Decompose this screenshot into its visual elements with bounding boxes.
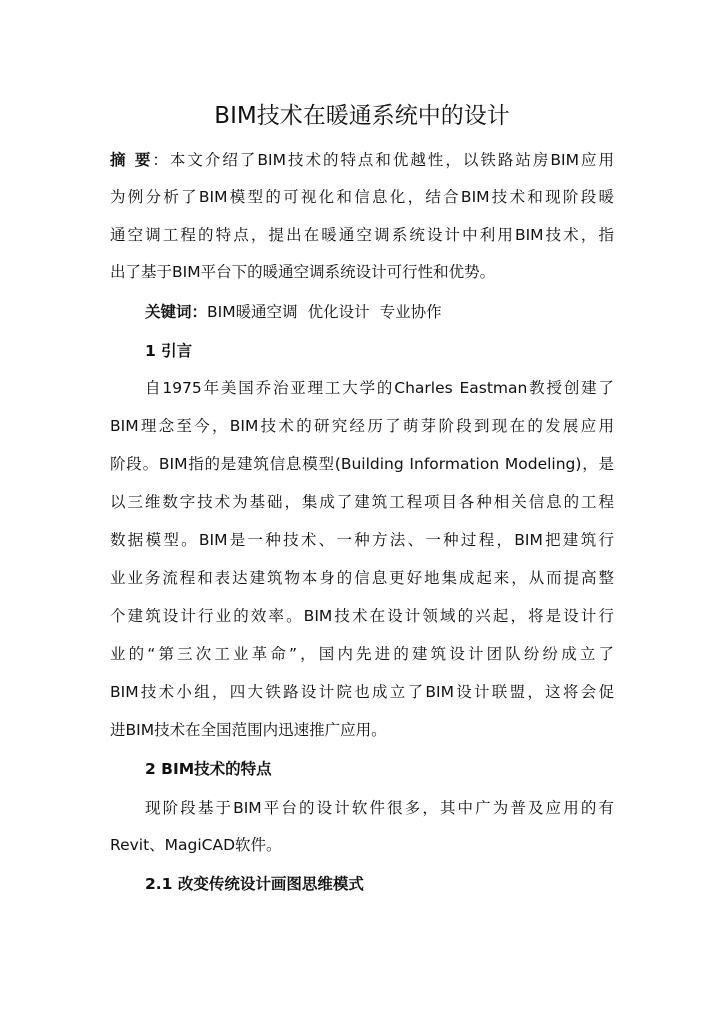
abstract-colon: ： bbox=[152, 151, 170, 169]
abstract-line-4: 出了基于BIM平台下的暖通空调系统设计可行性和优势。 bbox=[110, 263, 496, 281]
section-2-line-1: 现阶段基于BIM平台的设计软件很多，其中广为普及应用的有 bbox=[145, 799, 614, 817]
abstract-line-1 bbox=[110, 143, 614, 177]
section-1-line-5: 数据模型。BIM是一种技术、一种方法、一种过程，BIM把建筑行 bbox=[110, 531, 614, 549]
abstract-text-1: 本文介绍了BIM技术的特点和优越性，以铁路站房BIM应用 bbox=[169, 151, 614, 169]
keywords-label: 关键词： bbox=[145, 303, 208, 321]
section-1-line-1: 自1975年美国乔治亚理工大学的Charles Eastman教授创建了 bbox=[145, 379, 614, 397]
section-1-line-7: 个建筑设计行业的效率。BIM技术在设计领域的兴起，将是设计行 bbox=[110, 607, 614, 625]
abstract-line-2: 为例分析了BIM模型的可视化和信息化，结合BIM技术和现阶段暖 bbox=[110, 188, 614, 206]
section-1-heading: 1 引言 bbox=[145, 342, 193, 360]
section-1-line-9: BIM技术小组，四大铁路设计院也成立了BIM设计联盟，这将会促 bbox=[110, 683, 614, 701]
section-1-line-3: 阶段。BIM指的是建筑信息模型(Building Information Modeling)，是 bbox=[110, 455, 614, 473]
section-1-line-4: 以三维数字技术为基础，集成了建筑工程项目各种相关信息的工程 bbox=[110, 493, 614, 511]
abstract-line-3: 通空调工程的特点，提出在暖通空调系统设计中利用BIM技术，指 bbox=[110, 226, 614, 244]
section-1-line-8: 业的“第三次工业革命”，国内先进的建筑设计团队纷纷成立了 bbox=[110, 645, 614, 663]
section-1-line-6: 业业务流程和表达建筑物本身的信息更好地集成起来，从而提高整 bbox=[110, 569, 614, 587]
keyword-3: 专业协作 bbox=[379, 303, 442, 321]
keyword-2: 优化设计 bbox=[307, 303, 370, 321]
section-2-1-heading: 2.1 改变传统设计画图思维模式 bbox=[145, 875, 364, 893]
section-2-heading: 2 BIM技术的特点 bbox=[145, 760, 272, 778]
keyword-1: BIM暖通空调 bbox=[207, 303, 298, 321]
keywords-line bbox=[145, 295, 442, 329]
document-title: BIM技术在暖通系统中的设计 bbox=[214, 103, 510, 129]
abstract-label: 摘 要 bbox=[110, 151, 153, 169]
section-1-line-10: 进BIM技术在全国范围内迅速推广应用。 bbox=[110, 721, 387, 739]
section-1-line-2: BIM理念至今，BIM技术的研究经历了萌芽阶段到现在的发展应用 bbox=[110, 417, 614, 435]
section-2-line-2: Revit、MagiCAD软件。 bbox=[110, 836, 282, 854]
